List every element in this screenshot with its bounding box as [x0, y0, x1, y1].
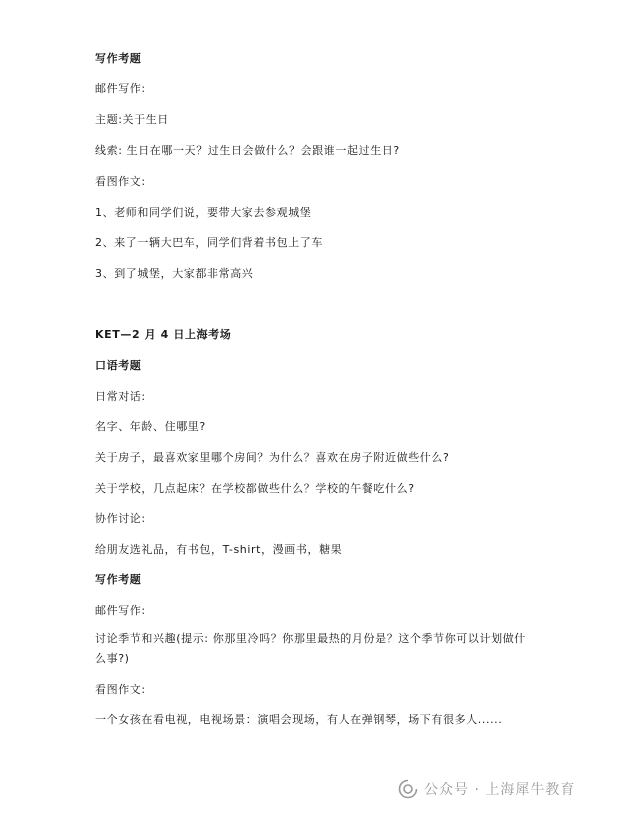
topic-line: 主题:关于生日	[95, 113, 169, 126]
watermark	[398, 777, 575, 801]
daily-conversation-label: 日常对话:	[95, 390, 146, 403]
writing-section-heading: 写作考题	[95, 52, 142, 65]
picture-item-1: 1、老师和同学们说，要带大家去参观城堡	[95, 206, 312, 219]
email-writing-label-2: 邮件写作:	[95, 604, 146, 617]
collaborative-discussion-label: 协作讨论:	[95, 512, 146, 525]
writing-section-heading-2: 写作考题	[95, 573, 142, 586]
conversation-item-1: 名字、年龄、住哪里?	[95, 420, 206, 433]
picture-description: 一个女孩在看电视，电视场景：演唱会现场，有人在弹钢琴，场下有很多人......	[95, 713, 503, 726]
speaking-section-heading: 口语考题	[95, 359, 142, 372]
clue-line: 线索: 生日在哪一天？过生日会做什么？会跟谁一起过生日?	[95, 144, 400, 157]
discussion-item: 给朋友选礼品，有书包，T-shirt，漫画书，糖果	[95, 543, 343, 556]
email-writing-label: 邮件写作:	[95, 82, 146, 95]
picture-writing-label-2: 看图作文:	[95, 683, 146, 696]
conversation-item-2: 关于房子，最喜欢家里哪个房间？为什么？喜欢在房子附近做些什么?	[95, 451, 450, 464]
exam-session-heading: KET—2 月 4 日上海考场	[95, 328, 232, 341]
email-topic-line: 讨论季节和兴趣(提示: 你那里冷吗？你那里最热的月份是？这个季节你可以计划做什么事?)	[95, 632, 526, 665]
wechat-official-account-icon	[398, 779, 418, 799]
picture-writing-label: 看图作文:	[95, 175, 146, 188]
conversation-item-3: 关于学校，几点起床？在学校都做些什么？学校的午餐吃什么?	[95, 482, 415, 495]
picture-item-2: 2、来了一辆大巴车，同学们背着书包上了车	[95, 236, 323, 249]
watermark-text: 公众号 · 上海犀牛教育	[424, 782, 576, 798]
picture-item-3: 3、到了城堡，大家都非常高兴	[95, 267, 254, 280]
